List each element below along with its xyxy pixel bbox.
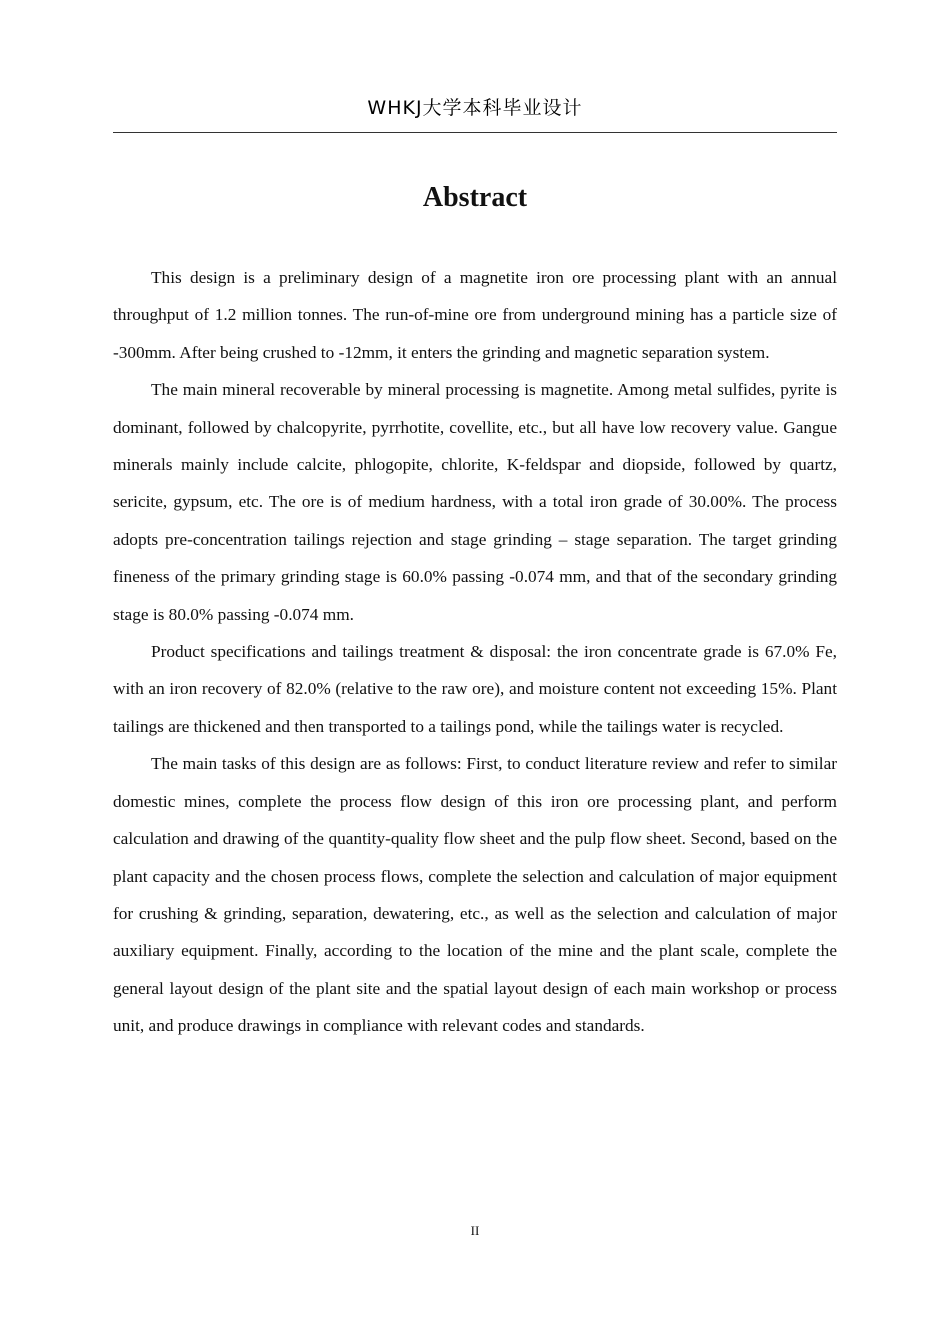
header-rule bbox=[113, 132, 837, 133]
paragraph-1: This design is a preliminary design of a magnetite iron ore processing plant with an annual throughput of 1.2 million tonnes. The run-of-mine ore from underground mining has a particle size of -300mm. After being crushed to -12mm, it enters the grinding and magnetic separation system. bbox=[113, 268, 837, 362]
page-number: II bbox=[470, 1223, 480, 1238]
paragraph-4: The main tasks of this design are as follows: First, to conduct literature review and refer to similar domestic mines, complete the process flow design of this iron ore processing plant, and perform calculation and drawing of the quantity-quality flow sheet and the pulp flow sheet. Second, based on the plant capacity and the chosen process flows, complete the selection and calculation of major equipment for crushing & grinding, separation, dewatering, etc., as well as the selection and calculation of major auxiliary equipment. Finally, according to the location of the mine and the plant scale, complete the general layout design of the plant site and the spatial layout design of each main workshop or process unit, and produce drawings in compliance with relevant codes and standards. bbox=[113, 754, 837, 1036]
abstract-title: Abstract bbox=[422, 182, 528, 213]
paragraph-2: The main mineral recoverable by mineral processing is magnetite. Among metal sulfides, pyrite is dominant, followed by chalcopyrite, pyrrhotite, covellite, etc., but all have low recovery value. Gangue minerals mainly include calcite, phlogopite, chlorite, K-feldspar and diopside, followed by quartz, sericite, gypsum, etc. The ore is of medium hardness, with a total iron grade of 30.00%. The process adopts pre-concentration tailings rejection and stage grinding – stage separation. The target grinding fineness of the primary grinding stage is 60.0% passing -0.074 mm, and that of the secondary grinding stage is 80.0% passing -0.074 mm. bbox=[113, 380, 837, 624]
page-header: WHKJ大学本科毕业设计 bbox=[367, 97, 583, 119]
paragraph-3: Product specifications and tailings treatment & disposal: the iron concentrate grade is 67.0% Fe, with an iron recovery of 82.0% (relative to the raw ore), and moisture content not exceeding 15%. Plant tailings are thickened and then transported to a tailings pond, while the tailings water is recycled. bbox=[113, 642, 837, 736]
abstract-body bbox=[113, 259, 837, 1045]
